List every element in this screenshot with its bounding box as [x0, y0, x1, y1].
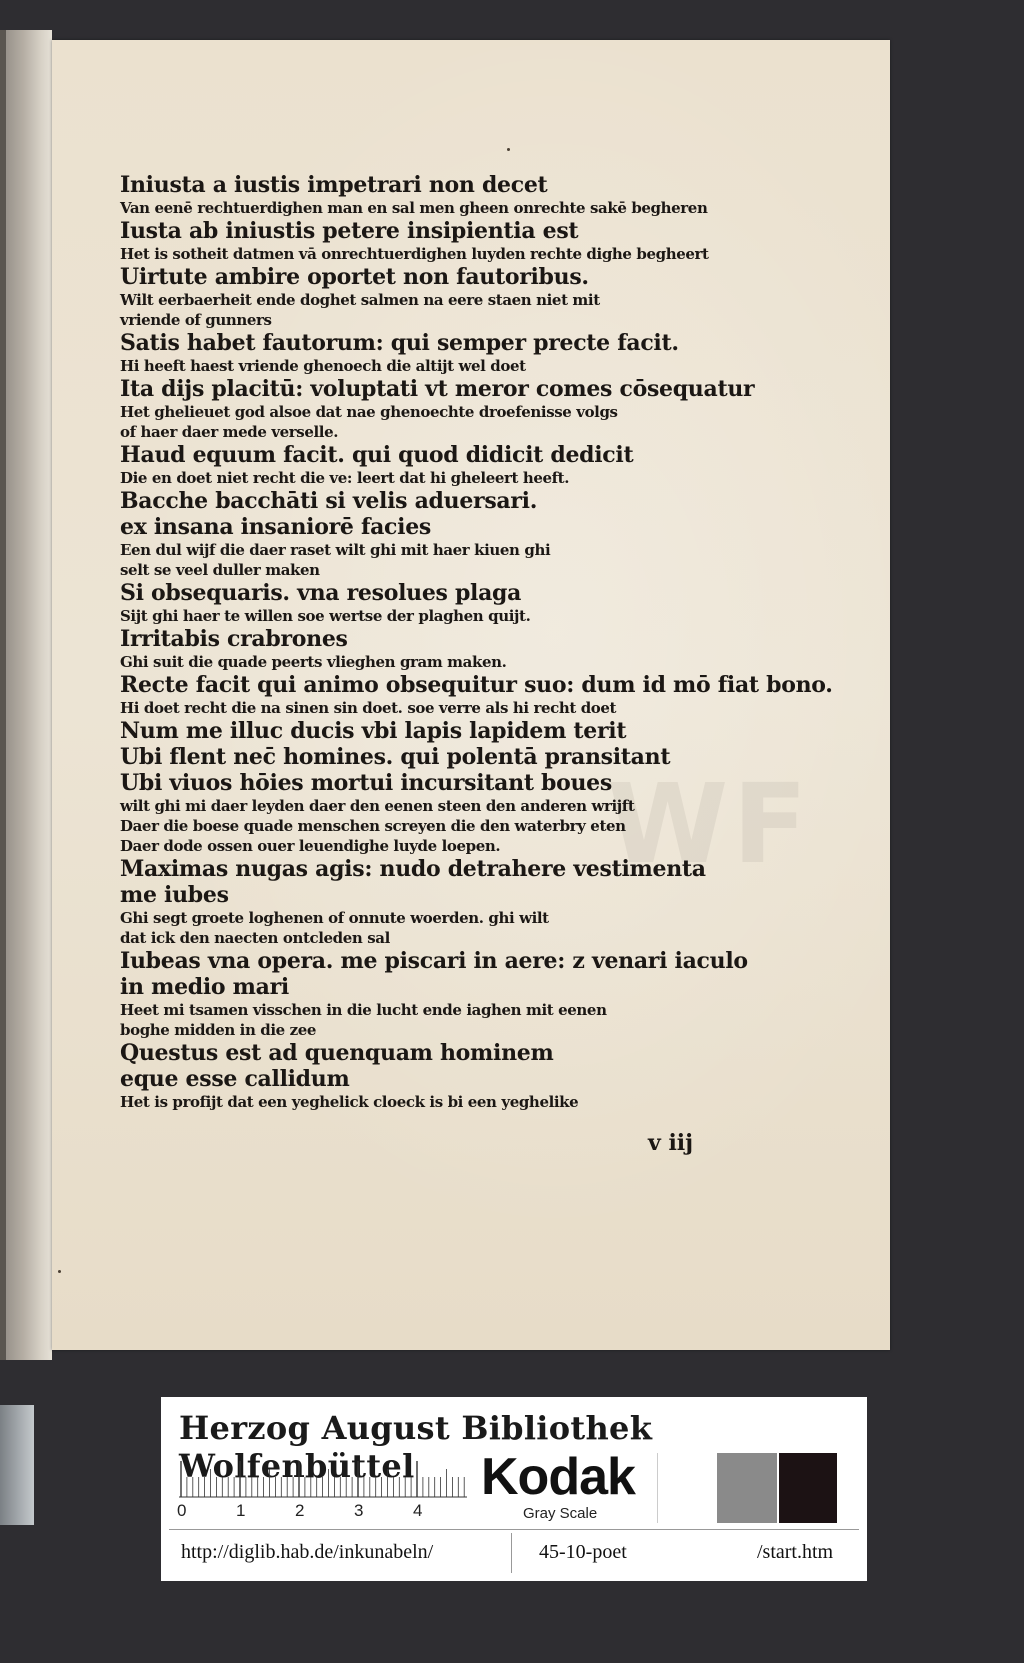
latin-proverb-line: Irritabis crabrones [120, 626, 348, 652]
dutch-translation-line: selt se veel duller maken [120, 561, 320, 579]
dutch-translation-line: Het is profijt dat een yeghelick cloeck is bi een yeghelike [120, 1093, 579, 1111]
dutch-translation-line: Het is sotheit datmen vā onrechtuerdighen luyden rechte dighe begheert [120, 245, 709, 263]
ruler-number: 1 [236, 1501, 246, 1520]
url-shelfmark: 45-10-poet [539, 1541, 627, 1563]
dutch-translation-line: dat ick den naecten ontcleden sal [120, 929, 390, 947]
ink-speck [507, 148, 510, 151]
watermark: WF [607, 760, 812, 888]
left-page-edge [0, 30, 52, 1360]
latin-proverb-line: ex insana insaniorē facies [120, 514, 431, 540]
ruler-number: 3 [354, 1501, 364, 1520]
dutch-translation-line: Sijt ghi haer te willen soe wertse der plaghen quijt. [120, 607, 531, 625]
dutch-translation-line: Hi doet recht die na sinen sin doet. soe verre als hi recht doet [120, 699, 617, 717]
ruler-ticks [179, 1459, 469, 1499]
swatch-white [657, 1453, 710, 1523]
latin-proverb-line: Uirtute ambire oportet non fautoribus. [120, 264, 589, 290]
latin-proverb-line: in medio mari [120, 974, 289, 1000]
dutch-translation-line: Daer dode ossen ouer leuendighe luyde loepen. [120, 837, 501, 855]
latin-proverb-line: Satis habet fautorum: qui semper precte facit. [120, 330, 679, 356]
latin-proverb-line: Ubi flent nec̄ homines. qui polentā pransitant [120, 744, 671, 770]
latin-proverb-line: Num me illuc ducis vbi lapis lapidem terit [120, 718, 627, 744]
dutch-translation-line: Heet mi tsamen visschen in die lucht ende iaghen mit eenen [120, 1001, 607, 1019]
swatch-gray [717, 1453, 777, 1523]
latin-proverb-line: Iusta ab iniustis petere insipientia est [120, 218, 579, 244]
latin-proverb-line: Iniusta a iustis impetrari non decet [120, 172, 548, 198]
latin-proverb-line: Ubi viuos hōies mortui incursitant boues [120, 770, 612, 796]
url-start: /start.htm [757, 1541, 834, 1563]
ink-speck [58, 1270, 61, 1273]
dutch-translation-line: Ghi segt groete loghenen of onnute woerden. ghi wilt [120, 909, 549, 927]
text-block [120, 172, 833, 1112]
library-name: Herzog August Bibliothek Wolfenbüttel [179, 1409, 653, 1485]
latin-proverb-line: eque esse callidum [120, 1066, 350, 1092]
dutch-translation-line: boghe midden in die zee [120, 1021, 317, 1039]
latin-proverb-line: me iubes [120, 882, 229, 908]
latin-proverb-line: Ita dijs placitū: voluptati vt meror comes cōsequatur [120, 376, 755, 402]
left-tab [0, 1405, 34, 1525]
latin-proverb-line: Questus est ad quenquam hominem [120, 1040, 554, 1066]
scale-card [161, 1397, 867, 1581]
latin-proverb-line: Maximas nugas agis: nudo detrahere vestimenta [120, 856, 706, 882]
dutch-translation-line: of haer daer mede verselle. [120, 423, 339, 441]
latin-proverb-line: Iubeas vna opera. me piscari in aere: z venari iaculo [120, 948, 748, 974]
dutch-translation-line: vriende of gunners [120, 311, 272, 329]
card-divider [169, 1529, 859, 1530]
dutch-translation-line: Het ghelieuet god alsoe dat nae ghenoechte droefenisse volgs [120, 403, 618, 421]
book-page [52, 40, 890, 1350]
dutch-translation-line: Ghi suit die quade peerts vlieghen gram maken. [120, 653, 507, 671]
kodak-logo: Kodak [481, 1448, 635, 1506]
dutch-translation-line: wilt ghi mi daer leyden daer den eenen steen den anderen wrijft [120, 797, 635, 815]
dutch-translation-line: Hi heeft haest vriende ghenoech die altijt wel doet [120, 357, 526, 375]
swatch-dark [779, 1453, 837, 1523]
ruler [179, 1459, 469, 1519]
dutch-translation-line: Daer die boese quade menschen screyen die den waterbry eten [120, 817, 626, 835]
url-base: http://diglib.hab.de/inkunabeln/ [181, 1541, 434, 1563]
signature-mark: v iij [648, 1130, 694, 1156]
dutch-translation-line: Wilt eerbaerheit ende doghet salmen na eere staen niet mit [120, 291, 600, 309]
latin-proverb-line: Haud equum facit. qui quod didicit dedicit [120, 442, 634, 468]
dutch-translation-line: Die en doet niet recht die ve: leert dat hi gheleert heeft. [120, 469, 570, 487]
gray-scale-label: Gray Scale [523, 1505, 598, 1522]
dutch-translation-line: Van eenē rechtuerdighen man en sal men gheen onrechte sakē begheren [120, 199, 708, 217]
latin-proverb-line: Si obsequaris. vna resolues plaga [120, 580, 522, 606]
ruler-number: 2 [295, 1501, 305, 1520]
ruler-number: 0 [177, 1501, 187, 1520]
latin-proverb-line: Recte facit qui animo obsequitur suo: dum id mō fiat bono. [120, 672, 833, 698]
latin-proverb-line: Bacche bacchāti si velis aduersari. [120, 488, 538, 514]
card-divider [511, 1533, 512, 1573]
ruler-number: 4 [413, 1501, 423, 1520]
dutch-translation-line: Een dul wijf die daer raset wilt ghi mit haer kiuen ghi [120, 541, 551, 559]
